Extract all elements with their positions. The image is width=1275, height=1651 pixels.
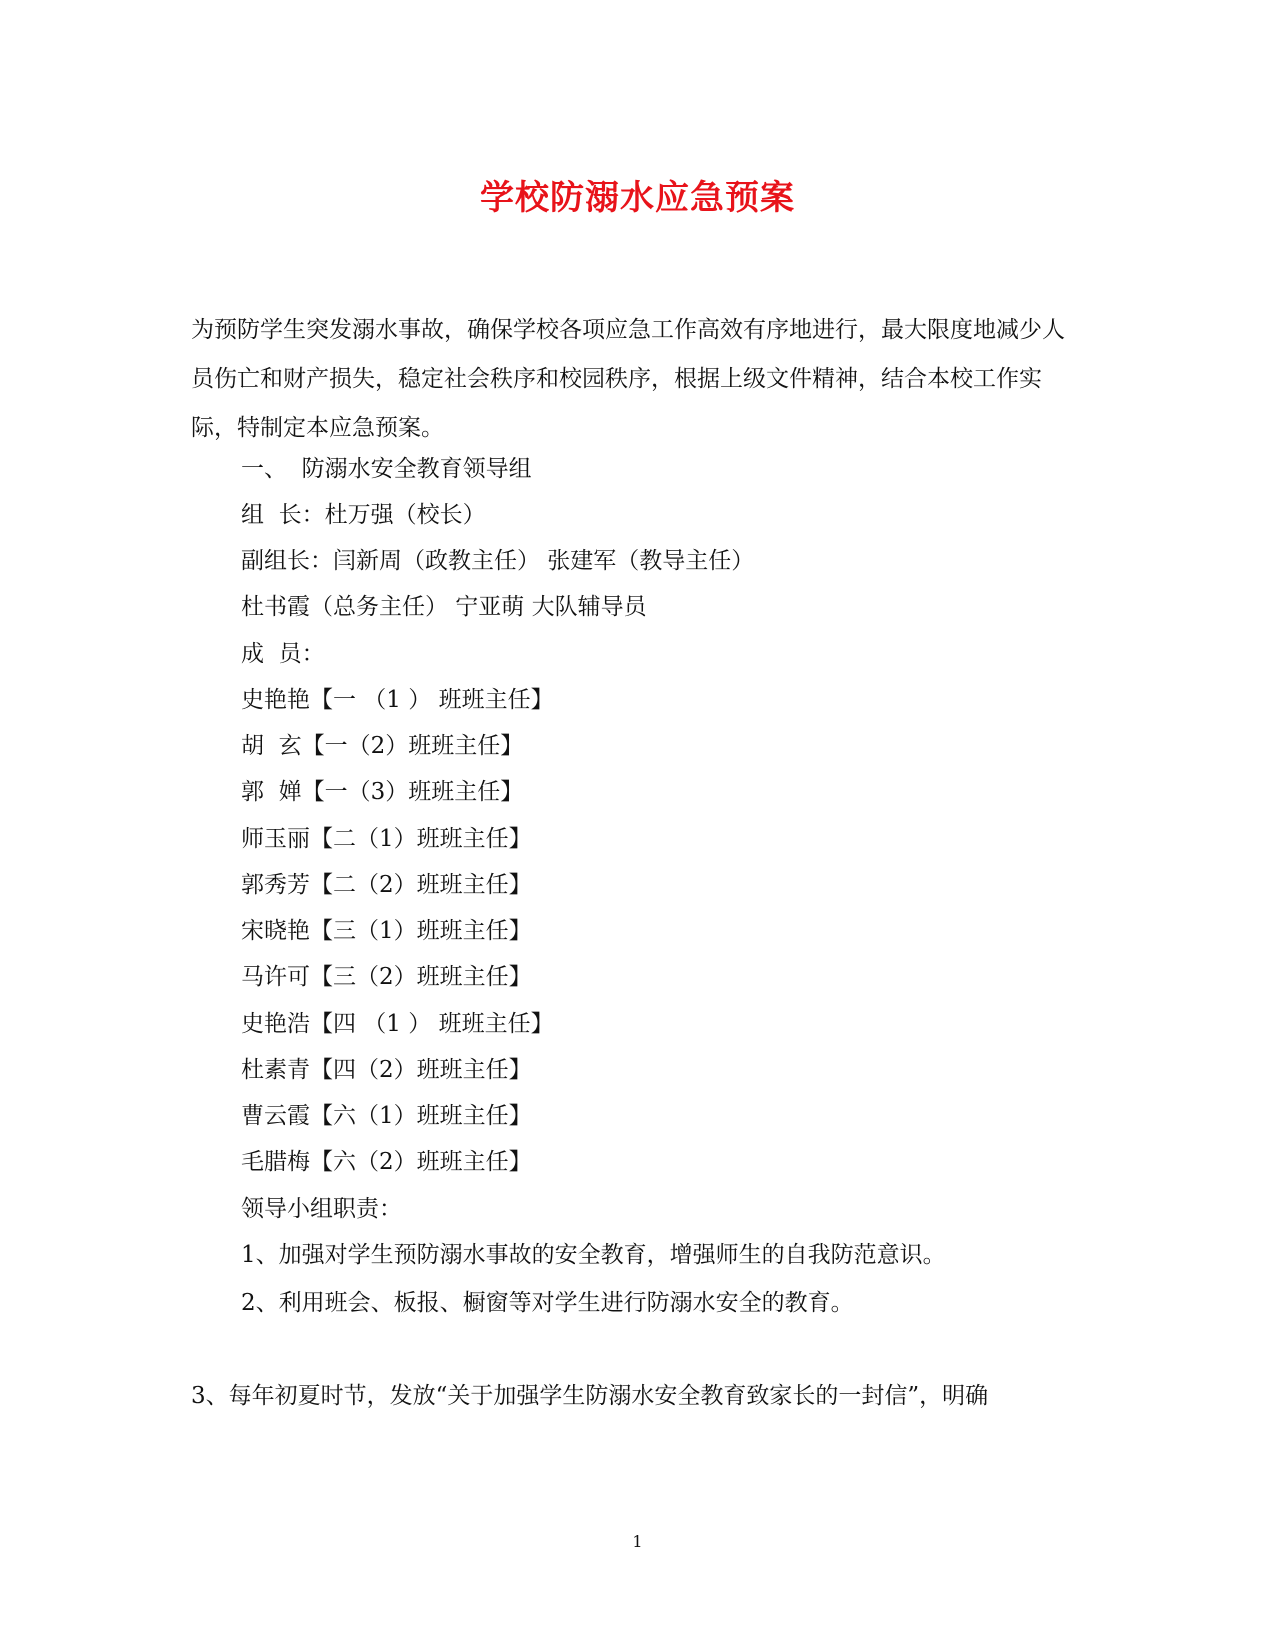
- member-line: 史艳浩【四 （1 ） 班班主任】: [241, 1011, 554, 1037]
- member-line: 毛腊梅【六（2）班班主任】: [241, 1149, 532, 1175]
- member-line: 郭 婵【一（3）班班主任】: [241, 779, 524, 805]
- section-heading: 一、 防溺水安全教育领导组: [241, 456, 532, 482]
- member-line: 师玉丽【二（1）班班主任】: [241, 826, 532, 852]
- duty-item-2: 2、利用班会、板报、橱窗等对学生进行防溺水安全的教育。: [241, 1290, 854, 1316]
- member-line: 郭秀芳【二（2）班班主任】: [241, 872, 532, 898]
- member-line: 胡 玄【一（2）班班主任】: [241, 733, 524, 759]
- page-number: 1: [632, 1532, 643, 1551]
- leader-line: 组 长：杜万强（校长）: [241, 502, 486, 528]
- duty-item-1: 1、加强对学生预防溺水事故的安全教育，增强师生的自我防范意识。: [241, 1242, 946, 1268]
- member-line: 曹云霞【六（1）班班主任】: [241, 1103, 532, 1129]
- duty-item-3: 3、每年初夏时节，发放“关于加强学生防溺水安全教育致家长的一封信”，明确: [191, 1383, 989, 1409]
- intro-paragraph: 为预防学生突发溺水事故，确保学校各项应急工作高效有序地进行，最大限度地减少人员伤亡和财产损失，稳定社会秩序和校园秩序，根据上级文件精神，结合本校工作实际，特制定本应急预案。: [191, 317, 1065, 441]
- duties-label: 领导小组职责：: [241, 1196, 402, 1222]
- deputy-leader-line: 副组长：闫新周（政教主任） 张建军（教导主任）: [241, 548, 755, 574]
- document-title: 学校防溺水应急预案: [480, 178, 795, 218]
- member-line: 马许可【三（2）班班主任】: [241, 964, 532, 990]
- member-line: 宋晓艳【三（1）班班主任】: [241, 918, 532, 944]
- members-label: 成 员：: [241, 641, 325, 667]
- member-line: 史艳艳【一 （1 ） 班班主任】: [241, 687, 554, 713]
- deputy-leader-line-2: 杜书霞（总务主任） 宁亚萌 大队辅导员: [241, 594, 647, 620]
- member-line: 杜素青【四（2）班班主任】: [241, 1057, 532, 1083]
